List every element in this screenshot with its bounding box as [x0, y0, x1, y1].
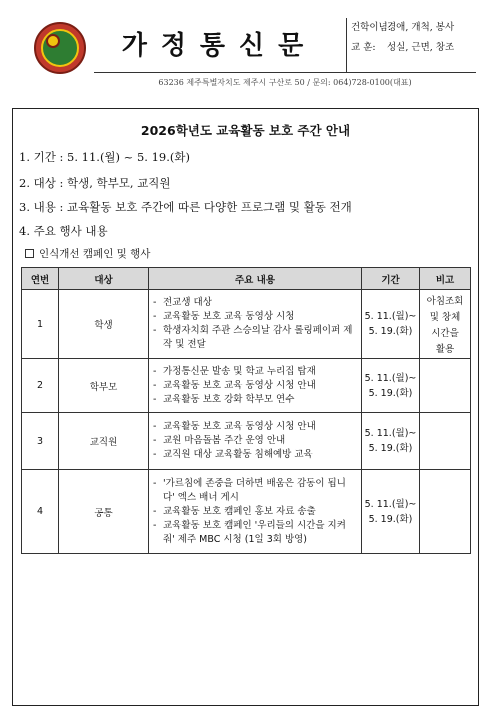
col-target: 대상	[59, 268, 149, 290]
row-number: 1	[22, 290, 59, 359]
item-text: '가르침에 존중을 더하면 배움은 감동이 됩니다' 엑스 배너 게시	[163, 477, 346, 503]
row-period	[362, 413, 420, 470]
title-box	[94, 14, 345, 72]
subheading-text: 인식개선 캠페인 및 행사	[39, 248, 151, 260]
list-item	[153, 434, 357, 448]
events-table	[21, 267, 471, 554]
item-text: 교육활동 보호 교육 동영상 시청 안내	[163, 379, 316, 391]
note-line: 및 창체	[429, 312, 461, 323]
row-number: 4	[22, 470, 59, 554]
bullet-dash: -	[153, 505, 157, 517]
motto-key: 교 훈:	[351, 42, 376, 53]
bullet-dash: -	[153, 325, 157, 336]
table-row	[22, 413, 471, 470]
period-line: 5. 19.(화)	[368, 513, 413, 525]
period-line: 5. 19.(화)	[368, 387, 413, 399]
row-period	[362, 290, 420, 359]
motto-key: 건학이념:	[351, 22, 391, 33]
motto-row	[351, 38, 476, 58]
row-target: 공통	[59, 470, 149, 554]
row-note	[420, 413, 471, 470]
row-target: 교직원	[59, 413, 149, 470]
col-content: 주요 내용	[149, 268, 362, 290]
period-line: 5. 11.(월)~	[364, 311, 417, 322]
header-divider	[94, 72, 476, 73]
table-header-row	[22, 268, 471, 290]
period-line: 5. 11.(월)~	[364, 498, 417, 510]
period-line: 5. 11.(월)~	[364, 372, 417, 384]
row-target: 학생	[59, 290, 149, 359]
motto-value: 경애, 개척, 봉사	[387, 22, 455, 33]
row-items	[149, 290, 362, 359]
item-text: 교원 마음돌봄 주간 운영 안내	[163, 435, 286, 446]
list-item	[153, 519, 357, 547]
table-row	[22, 290, 471, 359]
checkbox-icon	[25, 249, 34, 258]
row-items	[149, 413, 362, 470]
item-text: 전교생 대상	[163, 297, 212, 308]
bullet-dash: -	[153, 379, 157, 391]
bullet-dash: -	[153, 393, 157, 405]
row-target: 학부모	[59, 359, 149, 413]
col-period: 기간	[362, 268, 420, 290]
motto-value: 성실, 근면, 창조	[387, 42, 455, 53]
list-item	[153, 505, 357, 519]
period-line: 5. 19.(화)	[368, 443, 413, 454]
list-item	[153, 324, 357, 352]
content-frame	[12, 108, 479, 706]
row-note	[420, 359, 471, 413]
table-row	[22, 470, 471, 554]
bullet-dash: -	[153, 519, 157, 531]
school-motto	[346, 18, 476, 72]
list-item	[153, 379, 357, 393]
bullet-dash: -	[153, 421, 157, 432]
subheading	[25, 246, 150, 261]
school-emblem-icon	[34, 22, 86, 74]
period-line: 5. 11.(월)~	[364, 428, 417, 439]
period-line: 5. 19.(화)	[368, 326, 413, 337]
bullet-dash: -	[153, 449, 157, 460]
list-item	[153, 310, 357, 324]
item-text: 교직원 대상 교육활동 침해예방 교육	[163, 449, 313, 460]
col-no: 연번	[22, 268, 59, 290]
item-text: 학생자치회 주관 스승의날 감사 롤링페이퍼 제작 및 전달	[163, 325, 353, 350]
row-number: 3	[22, 413, 59, 470]
row-items	[149, 359, 362, 413]
bullet-dash: -	[153, 297, 157, 308]
newsletter-title: 가정통신문	[121, 30, 318, 61]
info-events: 4. 주요 행사 내용	[19, 224, 108, 238]
bullet-dash: -	[153, 365, 157, 377]
list-item	[153, 420, 357, 434]
item-text: 가정통신문 발송 및 학교 누리집 탑재	[163, 365, 316, 377]
row-number: 2	[22, 359, 59, 413]
row-period	[362, 359, 420, 413]
letterhead	[26, 14, 475, 90]
info-period: 1. 기간 : 5. 11.(월) ~ 5. 19.(화)	[19, 150, 190, 164]
bullet-dash: -	[153, 477, 157, 489]
note-line: 아침조회	[426, 296, 464, 307]
motto-row	[351, 18, 476, 38]
list-item	[153, 296, 357, 310]
info-target: 2. 대상 : 학생, 학부모, 교직원	[19, 176, 171, 190]
info-content: 3. 내용 : 교육활동 보호 주간에 따른 다양한 프로그램 및 활동 전개	[19, 200, 352, 214]
note-line: 활용	[435, 344, 455, 355]
note-line: 시간을	[431, 328, 459, 339]
bullet-dash: -	[153, 311, 157, 322]
list-item	[153, 477, 357, 505]
item-text: 교육활동 보호 캠페인 홍보 자료 송출	[163, 505, 316, 517]
document-title: 2026학년도 교육활동 보호 주간 안내	[140, 123, 351, 138]
list-item	[153, 365, 357, 379]
row-note	[420, 290, 471, 359]
item-text: 교육활동 보호 교육 동영상 시청	[163, 311, 295, 322]
list-item	[153, 393, 357, 407]
table-row	[22, 359, 471, 413]
item-text: 교육활동 보호 캠페인 '우리들의 시간을 지켜줘' 제주 MBC 시청 (1일 3회 방영)	[163, 519, 346, 545]
row-period	[362, 470, 420, 554]
row-items	[149, 470, 362, 554]
school-address: 63236 제주특별자치도 제주시 구산로 50 / 문의: 064)728-0100(대표)	[158, 78, 412, 87]
item-text: 교육활동 보호 강화 학부모 연수	[163, 393, 295, 405]
row-note	[420, 470, 471, 554]
bullet-dash: -	[153, 435, 157, 446]
item-text: 교육활동 보호 교육 동영상 시청 안내	[163, 421, 316, 432]
col-note: 비고	[420, 268, 471, 290]
list-item	[153, 448, 357, 462]
